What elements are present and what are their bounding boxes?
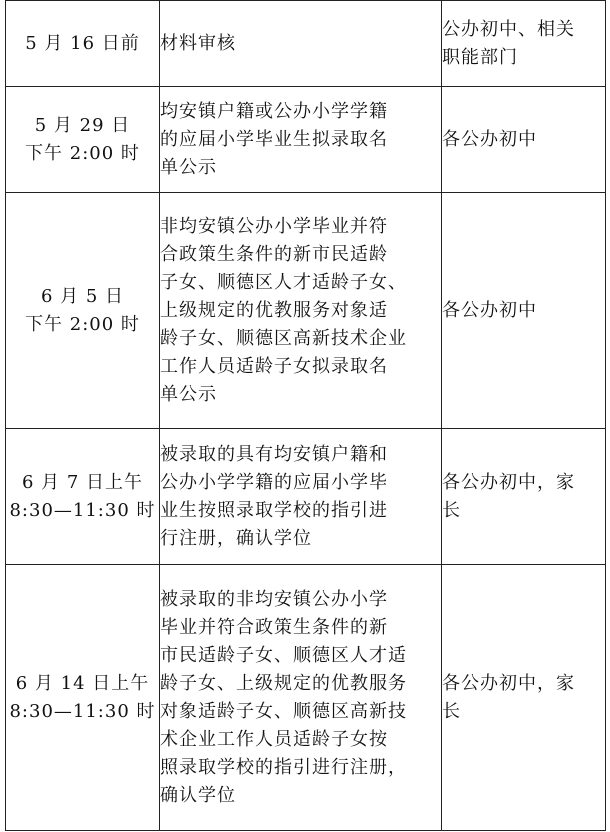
table-row: [6, 1, 606, 87]
responsible-line: 长: [442, 700, 461, 722]
responsible-cell: [442, 193, 606, 429]
task-line: 单公示: [160, 156, 217, 178]
task-line: 工作人员适龄子女拟录取名: [160, 355, 388, 377]
task-line: 市民适龄子女、顺德区人才适: [160, 644, 407, 666]
date-line: 6 月 14 日上午: [15, 672, 150, 694]
responsible-line: 公办初中、相关: [442, 18, 575, 40]
responsible-line: 职能部门: [442, 46, 518, 68]
date-line: 5 月 29 日: [34, 114, 131, 136]
responsible-line: 各公办初中: [442, 128, 537, 150]
task-line: 术企业工作人员适龄子女按: [160, 728, 388, 750]
task-cell: [160, 429, 442, 565]
task-line: 被录取的具有均安镇户籍和: [160, 443, 388, 465]
responsible-line: 各公办初中，家: [442, 471, 575, 493]
task-cell: [160, 87, 442, 193]
responsible-cell: [442, 429, 606, 565]
task-cell: [160, 193, 442, 429]
task-line: 材料审核: [160, 32, 236, 54]
task-cell: [160, 565, 442, 831]
task-line: 行注册，确认学位: [160, 527, 312, 549]
task-line: 合政策生条件的新市民适龄: [160, 243, 388, 265]
task-line: 龄子女、顺德区高新技术企业: [160, 327, 407, 349]
date-cell: [6, 565, 160, 831]
task-line: 均安镇户籍或公办小学学籍: [160, 100, 388, 122]
date-cell: [6, 429, 160, 565]
date-cell: [6, 1, 160, 87]
task-line: 上级规定的优教服务对象适: [160, 299, 388, 321]
task-line: 非均安镇公办小学毕业并符: [160, 215, 388, 237]
responsible-cell: [442, 1, 606, 87]
task-line: 龄子女、上级规定的优教服务: [160, 672, 407, 694]
date-line: 6 月 5 日: [40, 285, 125, 307]
table-row: [6, 565, 606, 831]
task-line: 的应届小学毕业生拟录取名: [160, 128, 388, 150]
task-line: 照录取学校的指引进行注册，: [160, 756, 407, 778]
task-line: 确认学位: [160, 784, 236, 806]
date-line: 5 月 16 日前: [25, 32, 140, 54]
admission-schedule-table: [5, 0, 606, 831]
date-line: 8:30—11:30 时: [9, 700, 156, 722]
table-row: [6, 429, 606, 565]
table-row: [6, 193, 606, 429]
task-line: 毕业并符合政策生条件的新: [160, 616, 388, 638]
task-line: 被录取的非均安镇公办小学: [160, 588, 388, 610]
task-line: 公办小学学籍的应届小学毕: [160, 471, 388, 493]
responsible-line: 各公办初中: [442, 299, 537, 321]
task-line: 对象适龄子女、顺德区高新技: [160, 700, 407, 722]
responsible-cell: [442, 87, 606, 193]
task-cell: [160, 1, 442, 87]
date-line: 6 月 7 日上午: [21, 471, 144, 493]
date-line: 下午 2:00 时: [25, 142, 140, 164]
date-line: 下午 2:00 时: [25, 313, 140, 335]
responsible-cell: [442, 565, 606, 831]
date-cell: [6, 193, 160, 429]
table-row: [6, 87, 606, 193]
task-line: 业生按照录取学校的指引进: [160, 499, 388, 521]
responsible-line: 长: [442, 499, 461, 521]
responsible-line: 各公办初中，家: [442, 672, 575, 694]
task-line: 单公示: [160, 383, 217, 405]
date-line: 8:30—11:30 时: [9, 499, 156, 521]
task-line: 子女、顺德区人才适龄子女、: [160, 271, 407, 293]
date-cell: [6, 87, 160, 193]
